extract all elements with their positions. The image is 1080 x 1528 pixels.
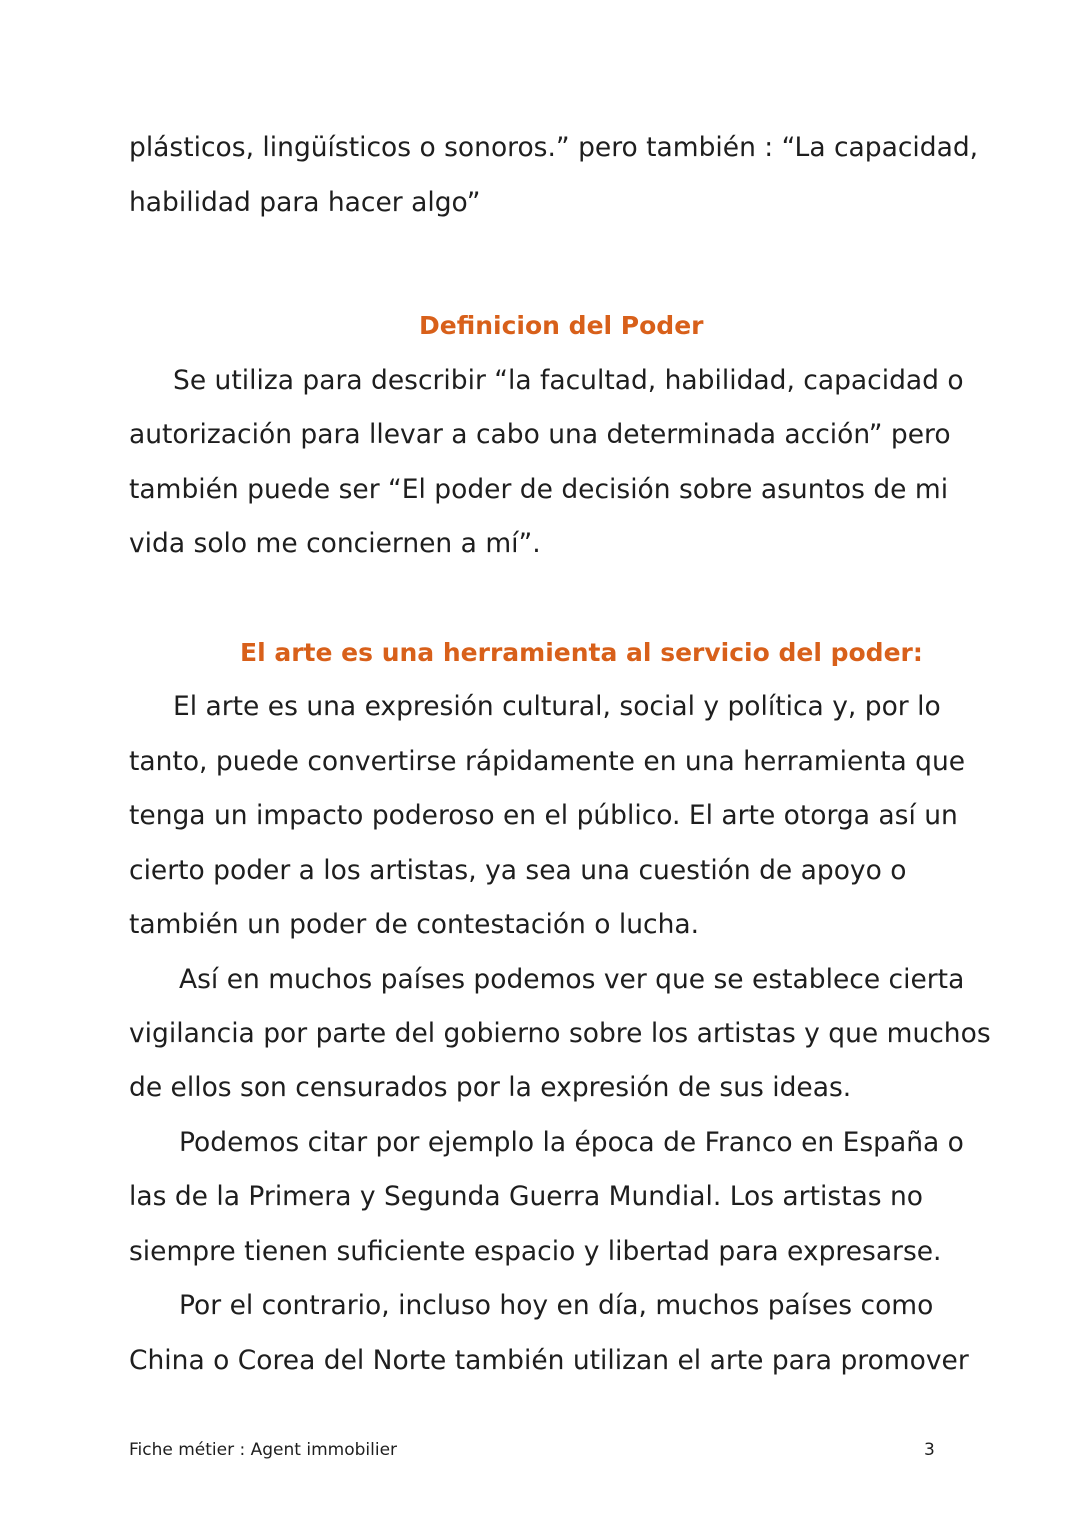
body-text-line: Se utiliza para describir “la facultad, habilidad, capacidad o: [173, 365, 964, 396]
section-heading-arte: El arte es una herramienta al servicio del poder:: [240, 638, 923, 667]
section-heading-poder: Definicion del Poder: [419, 311, 704, 340]
footer-title: Fiche métier : Agent immobilier: [129, 1440, 398, 1460]
body-text-line: China o Corea del Norte también utilizan el arte para promover: [129, 1345, 969, 1376]
body-text-line: Podemos citar por ejemplo la época de Franco en España o: [179, 1127, 964, 1158]
body-text-line: de ellos son censurados por la expresión de sus ideas.: [129, 1072, 852, 1103]
body-text-line: plásticos, lingüísticos o sonoros.” pero también : “La capacidad,: [129, 132, 979, 163]
body-text-line: vida solo me conciernen a mí”.: [129, 528, 541, 559]
body-text-line: también puede ser “El poder de decisión sobre asuntos de mi: [129, 474, 949, 505]
body-text-line: las de la Primera y Segunda Guerra Mundial. Los artistas no: [129, 1181, 923, 1212]
body-text-line: Así en muchos países podemos ver que se establece cierta: [179, 964, 965, 995]
body-text-line: habilidad para hacer algo”: [129, 187, 481, 218]
page-number: 3: [924, 1440, 935, 1460]
body-text-line: cierto poder a los artistas, ya sea una cuestión de apoyo o: [129, 855, 907, 886]
body-text-line: tanto, puede convertirse rápidamente en una herramienta que: [129, 746, 966, 777]
body-text-line: vigilancia por parte del gobierno sobre los artistas y que muchos: [129, 1018, 991, 1049]
body-text-line: Por el contrario, incluso hoy en día, muchos países como: [179, 1290, 934, 1321]
body-text-line: El arte es una expresión cultural, social y política y, por lo: [173, 691, 941, 722]
body-text-line: también un poder de contestación o lucha.: [129, 909, 700, 940]
body-text-line: tenga un impacto poderoso en el público. El arte otorga así un: [129, 800, 958, 831]
body-text-line: autorización para llevar a cabo una determinada acción” pero: [129, 419, 951, 450]
body-text-line: siempre tienen suficiente espacio y libertad para expresarse.: [129, 1236, 942, 1267]
